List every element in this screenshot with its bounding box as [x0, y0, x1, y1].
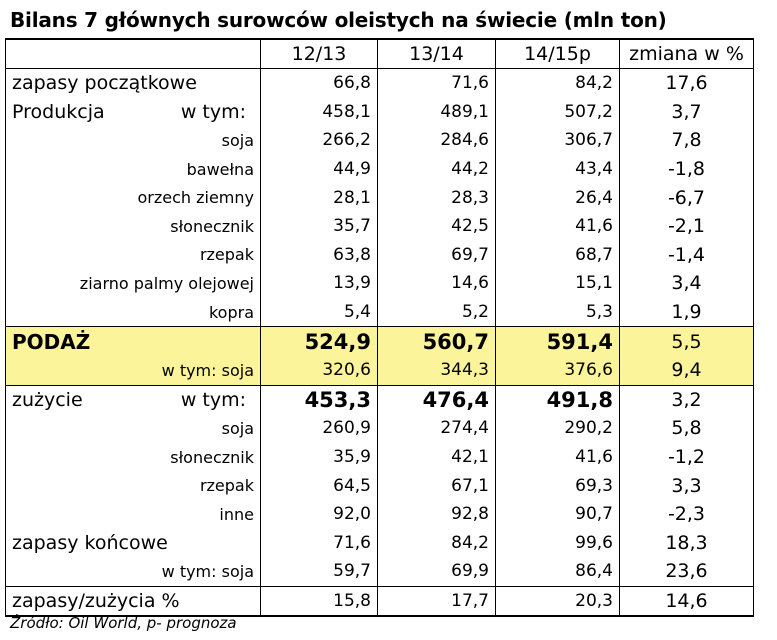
cell-12-13: 5,4 [261, 298, 378, 327]
cell-change: 3,2 [620, 385, 754, 414]
row-produkcja-rzepak [6, 241, 754, 270]
cell-14-15p: 43,4 [496, 155, 620, 184]
row-produkcja-ziarno-palmy [6, 269, 754, 298]
cell-13-14: 344,3 [378, 356, 496, 385]
cell-12-13: 266,2 [261, 126, 378, 155]
row-label-sub: w tym: [180, 388, 246, 411]
cell-change: 5,5 [620, 327, 754, 356]
cell-13-14: 67,1 [378, 471, 496, 500]
cell-change: 1,9 [620, 298, 754, 327]
row-label: inne [6, 500, 261, 529]
cell-14-15p: 376,6 [496, 356, 620, 385]
cell-13-14: 5,2 [378, 298, 496, 327]
source-note: Źródło: Oil World, p- prognoza [10, 614, 237, 632]
cell-14-15p: 15,1 [496, 269, 620, 298]
cell-12-13: 59,7 [261, 557, 378, 586]
cell-13-14: 42,5 [378, 212, 496, 241]
row-label: zapasy/zużycia % [6, 586, 261, 616]
row-zuzycie-soja [6, 414, 754, 443]
row-label: soja [6, 414, 261, 443]
cell-change: 14,6 [620, 586, 754, 616]
row-zuzycie-slonecznik [6, 443, 754, 472]
row-produkcja-slonecznik [6, 212, 754, 241]
cell-14-15p: 41,6 [496, 212, 620, 241]
row-label: zapasy początkowe [6, 69, 261, 98]
row-podaz-soja [6, 356, 754, 385]
row-label: orzech ziemny [6, 183, 261, 212]
cell-14-15p: 41,6 [496, 443, 620, 472]
cell-14-15p: 68,7 [496, 241, 620, 270]
cell-change: 3,4 [620, 269, 754, 298]
row-label: bawełna [6, 155, 261, 184]
cell-14-15p: 5,3 [496, 298, 620, 327]
cell-13-14: 274,4 [378, 414, 496, 443]
row-label [6, 385, 261, 414]
row-zuzycie [6, 385, 754, 414]
row-zuzycie-rzepak [6, 471, 754, 500]
cell-14-15p: 26,4 [496, 183, 620, 212]
cell-change: -2,1 [620, 212, 754, 241]
header-13-14: 13/14 [378, 39, 496, 69]
cell-12-13: 64,5 [261, 471, 378, 500]
cell-13-14: 28,3 [378, 183, 496, 212]
cell-change: 3,3 [620, 471, 754, 500]
cell-14-15p: 491,8 [496, 385, 620, 414]
cell-13-14: 92,8 [378, 500, 496, 529]
row-label: rzepak [6, 241, 261, 270]
row-zapasy-poczatkowe [6, 69, 754, 98]
row-label-main: zużycie [12, 388, 83, 411]
cell-13-14: 69,7 [378, 241, 496, 270]
cell-12-13: 35,7 [261, 212, 378, 241]
row-label: kopra [6, 298, 261, 327]
cell-12-13: 13,9 [261, 269, 378, 298]
row-zapasy-zuzycia [6, 586, 754, 616]
row-produkcja-kopra [6, 298, 754, 327]
cell-14-15p: 290,2 [496, 414, 620, 443]
cell-12-13: 260,9 [261, 414, 378, 443]
cell-change: -6,7 [620, 183, 754, 212]
row-label-main: Produkcja [12, 100, 105, 123]
cell-change: 17,6 [620, 69, 754, 98]
cell-change: 7,8 [620, 126, 754, 155]
cell-13-14: 84,2 [378, 529, 496, 558]
cell-change: -1,4 [620, 241, 754, 270]
cell-change: 3,7 [620, 98, 754, 127]
cell-14-15p: 20,3 [496, 586, 620, 616]
cell-14-15p: 591,4 [496, 327, 620, 356]
cell-14-15p: 90,7 [496, 500, 620, 529]
cell-change: 23,6 [620, 557, 754, 586]
header-label-column [6, 39, 261, 69]
cell-12-13: 524,9 [261, 327, 378, 356]
cell-14-15p: 99,6 [496, 529, 620, 558]
header-change-percent: zmiana w % [620, 39, 754, 69]
cell-14-15p: 84,2 [496, 69, 620, 98]
row-label: soja [6, 126, 261, 155]
cell-13-14: 284,6 [378, 126, 496, 155]
cell-12-13: 28,1 [261, 183, 378, 212]
cell-13-14: 42,1 [378, 443, 496, 472]
header-12-13: 12/13 [261, 39, 378, 69]
table-title: Bilans 7 głównych surowców oleistych na świecie (mln ton) [10, 8, 667, 32]
cell-13-14: 560,7 [378, 327, 496, 356]
cell-change: 5,8 [620, 414, 754, 443]
cell-13-14: 69,9 [378, 557, 496, 586]
row-zapasy-koncowe [6, 529, 754, 558]
row-produkcja [6, 98, 754, 127]
cell-12-13: 66,8 [261, 69, 378, 98]
row-label: słonecznik [6, 443, 261, 472]
row-label: PODAŻ [6, 327, 261, 356]
cell-change: 18,3 [620, 529, 754, 558]
header-14-15p: 14/15p [496, 39, 620, 69]
cell-13-14: 489,1 [378, 98, 496, 127]
cell-change: -1,8 [620, 155, 754, 184]
header-row [6, 39, 754, 69]
cell-12-13: 44,9 [261, 155, 378, 184]
row-label: ziarno palmy olejowej [6, 269, 261, 298]
cell-12-13: 35,9 [261, 443, 378, 472]
row-produkcja-bawelna [6, 155, 754, 184]
cell-14-15p: 306,7 [496, 126, 620, 155]
row-zapasy-koncowe-soja [6, 557, 754, 586]
row-label: zapasy końcowe [6, 529, 261, 558]
cell-change: -2,3 [620, 500, 754, 529]
row-podaz [6, 327, 754, 356]
row-label [6, 98, 261, 127]
row-label: rzepak [6, 471, 261, 500]
balance-table [5, 38, 754, 617]
row-produkcja-soja [6, 126, 754, 155]
cell-12-13: 453,3 [261, 385, 378, 414]
cell-14-15p: 69,3 [496, 471, 620, 500]
cell-12-13: 92,0 [261, 500, 378, 529]
cell-13-14: 71,6 [378, 69, 496, 98]
row-zuzycie-inne [6, 500, 754, 529]
cell-change: 9,4 [620, 356, 754, 385]
cell-14-15p: 507,2 [496, 98, 620, 127]
cell-14-15p: 86,4 [496, 557, 620, 586]
cell-12-13: 15,8 [261, 586, 378, 616]
cell-12-13: 63,8 [261, 241, 378, 270]
cell-12-13: 458,1 [261, 98, 378, 127]
cell-12-13: 71,6 [261, 529, 378, 558]
cell-13-14: 14,6 [378, 269, 496, 298]
row-label: w tym: soja [6, 557, 261, 586]
cell-change: -1,2 [620, 443, 754, 472]
row-label: słonecznik [6, 212, 261, 241]
cell-13-14: 44,2 [378, 155, 496, 184]
cell-12-13: 320,6 [261, 356, 378, 385]
row-label: w tym: soja [6, 356, 261, 385]
row-label-sub: w tym: [180, 100, 246, 123]
cell-13-14: 476,4 [378, 385, 496, 414]
cell-13-14: 17,7 [378, 586, 496, 616]
row-produkcja-orzech-ziemny [6, 183, 754, 212]
